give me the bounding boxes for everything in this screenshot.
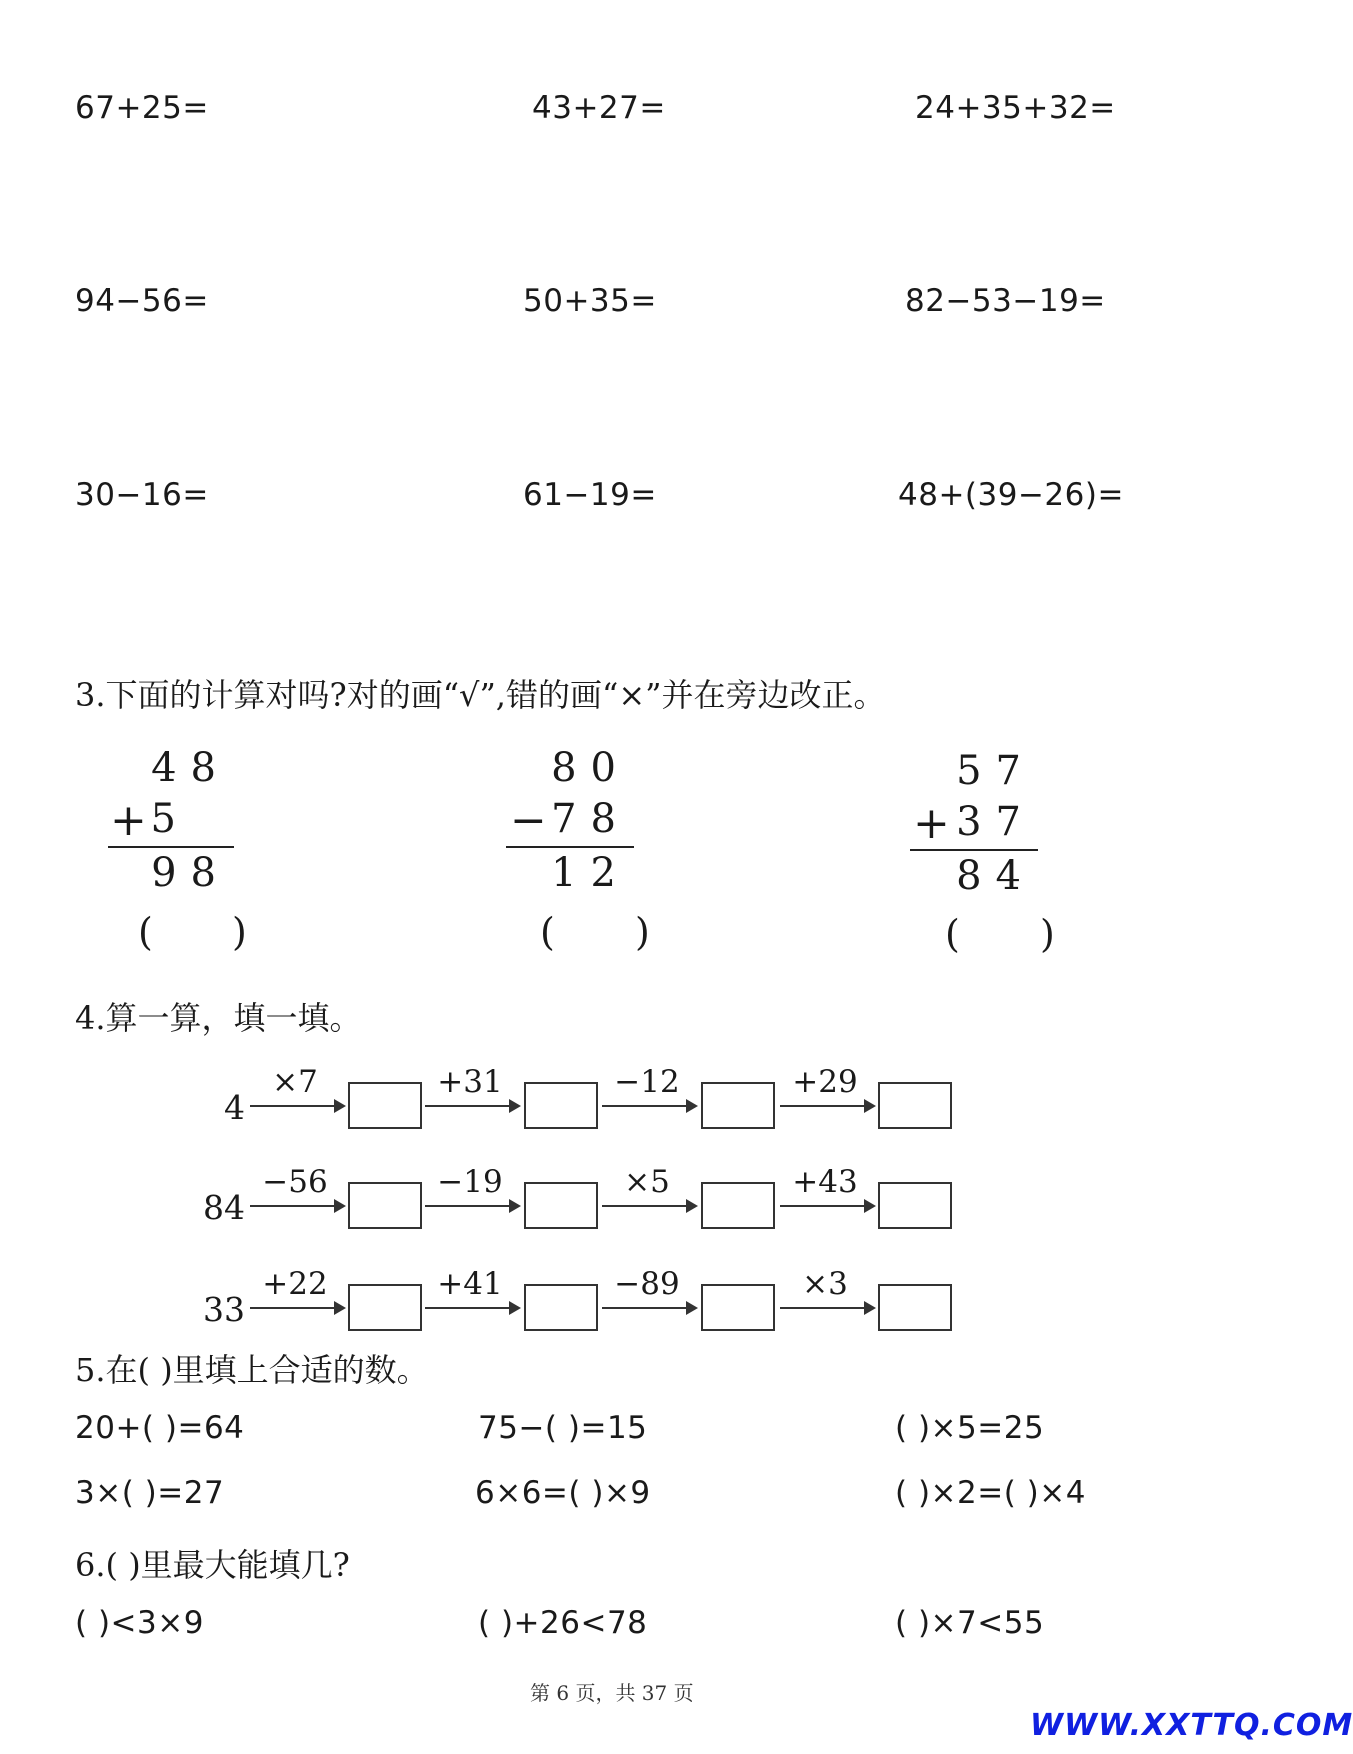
arrow-icon — [425, 1105, 519, 1107]
chain-operation: −56 — [262, 1164, 328, 1200]
equation: 94−56= — [75, 283, 209, 319]
answer-box[interactable] — [701, 1284, 775, 1331]
arrow-icon — [425, 1205, 519, 1207]
answer-paren-open: ( — [945, 912, 960, 956]
fill-blank-item: 3×( )=27 — [75, 1475, 225, 1511]
chain-operation: +29 — [792, 1064, 858, 1100]
chain-operation: −19 — [437, 1164, 503, 1200]
section-4-title: 4.算一算，填一填。 — [75, 999, 362, 1037]
inequality-item: ( )<3×9 — [75, 1605, 204, 1641]
chain-operation: +31 — [437, 1064, 503, 1100]
chain-operation: +43 — [792, 1164, 858, 1200]
arrow-icon — [780, 1307, 874, 1309]
answer-paren-close: ) — [1040, 912, 1055, 956]
chain-operation: −89 — [614, 1266, 680, 1302]
answer-paren-close: ) — [232, 910, 247, 954]
arrow-icon — [602, 1205, 696, 1207]
page-number: 第 6 页，共 37 页 — [530, 1681, 694, 1705]
chain-operation: ×7 — [272, 1064, 318, 1100]
equation: 48+(39−26)= — [898, 477, 1124, 513]
difference-line — [506, 846, 634, 848]
chain-start-number: 33 — [203, 1290, 245, 1329]
fill-blank-item: 20+( )=64 — [75, 1410, 245, 1446]
fill-blank-item: 6×6=( )×9 — [475, 1475, 651, 1511]
chain-start-number: 4 — [224, 1088, 245, 1127]
arrow-icon — [250, 1307, 344, 1309]
site-watermark: WWW.XXTTQ.COM — [1030, 1708, 1353, 1743]
operator: − — [510, 795, 547, 846]
answer-box[interactable] — [524, 1284, 598, 1331]
sum-line — [910, 849, 1038, 851]
answer-paren-open: ( — [540, 910, 555, 954]
arrow-icon — [250, 1205, 344, 1207]
result-number: 12 — [551, 850, 630, 896]
section-6-title: 6.( )里最大能填几? — [75, 1546, 350, 1584]
answer-paren-open: ( — [138, 910, 153, 954]
arrow-icon — [780, 1105, 874, 1107]
bottom-number: 5 — [150, 796, 190, 842]
chain-operation: ×5 — [624, 1164, 670, 1200]
result-number: 98 — [151, 850, 230, 896]
answer-box[interactable] — [348, 1082, 422, 1129]
chain-operation: −12 — [614, 1064, 680, 1100]
arrow-icon — [602, 1105, 696, 1107]
inequality-item: ( )+26<78 — [478, 1605, 648, 1641]
equation: 50+35= — [523, 283, 657, 319]
answer-box[interactable] — [348, 1182, 422, 1229]
answer-box[interactable] — [524, 1182, 598, 1229]
answer-paren-close: ) — [635, 910, 650, 954]
inequality-item: ( )×7<55 — [895, 1605, 1045, 1641]
result-number: 84 — [956, 853, 1035, 899]
chain-operation: +22 — [262, 1266, 328, 1302]
operator: + — [913, 798, 950, 849]
arrow-icon — [780, 1205, 874, 1207]
arrow-icon — [602, 1307, 696, 1309]
answer-box[interactable] — [878, 1182, 952, 1229]
arrow-icon — [425, 1307, 519, 1309]
fill-blank-item: 75−( )=15 — [478, 1410, 648, 1446]
equation: 43+27= — [532, 90, 666, 126]
equation: 82−53−19= — [905, 283, 1106, 319]
section-3-title: 3.下面的计算对吗?对的画“√”,错的画“×”并在旁边改正。 — [75, 676, 886, 714]
operator: + — [110, 795, 147, 846]
top-number: 48 — [151, 745, 230, 791]
arrow-icon — [250, 1105, 344, 1107]
answer-box[interactable] — [348, 1284, 422, 1331]
chain-operation: ×3 — [802, 1266, 848, 1302]
bottom-number: 37 — [956, 799, 1035, 845]
top-number: 57 — [956, 748, 1035, 794]
answer-box[interactable] — [701, 1182, 775, 1229]
fill-blank-item: ( )×2=( )×4 — [895, 1475, 1086, 1511]
section-5-title: 5.在( )里填上合适的数。 — [75, 1351, 429, 1389]
chain-operation: +41 — [437, 1266, 503, 1302]
answer-box[interactable] — [878, 1284, 952, 1331]
top-number: 80 — [551, 745, 630, 791]
equation: 67+25= — [75, 90, 209, 126]
answer-box[interactable] — [878, 1082, 952, 1129]
fill-blank-item: ( )×5=25 — [895, 1410, 1045, 1446]
equation: 30−16= — [75, 477, 209, 513]
equation: 61−19= — [523, 477, 657, 513]
answer-box[interactable] — [524, 1082, 598, 1129]
chain-start-number: 84 — [203, 1188, 245, 1227]
equation: 24+35+32= — [915, 90, 1116, 126]
sum-line — [108, 846, 234, 848]
bottom-number: 78 — [551, 796, 630, 842]
answer-box[interactable] — [701, 1082, 775, 1129]
